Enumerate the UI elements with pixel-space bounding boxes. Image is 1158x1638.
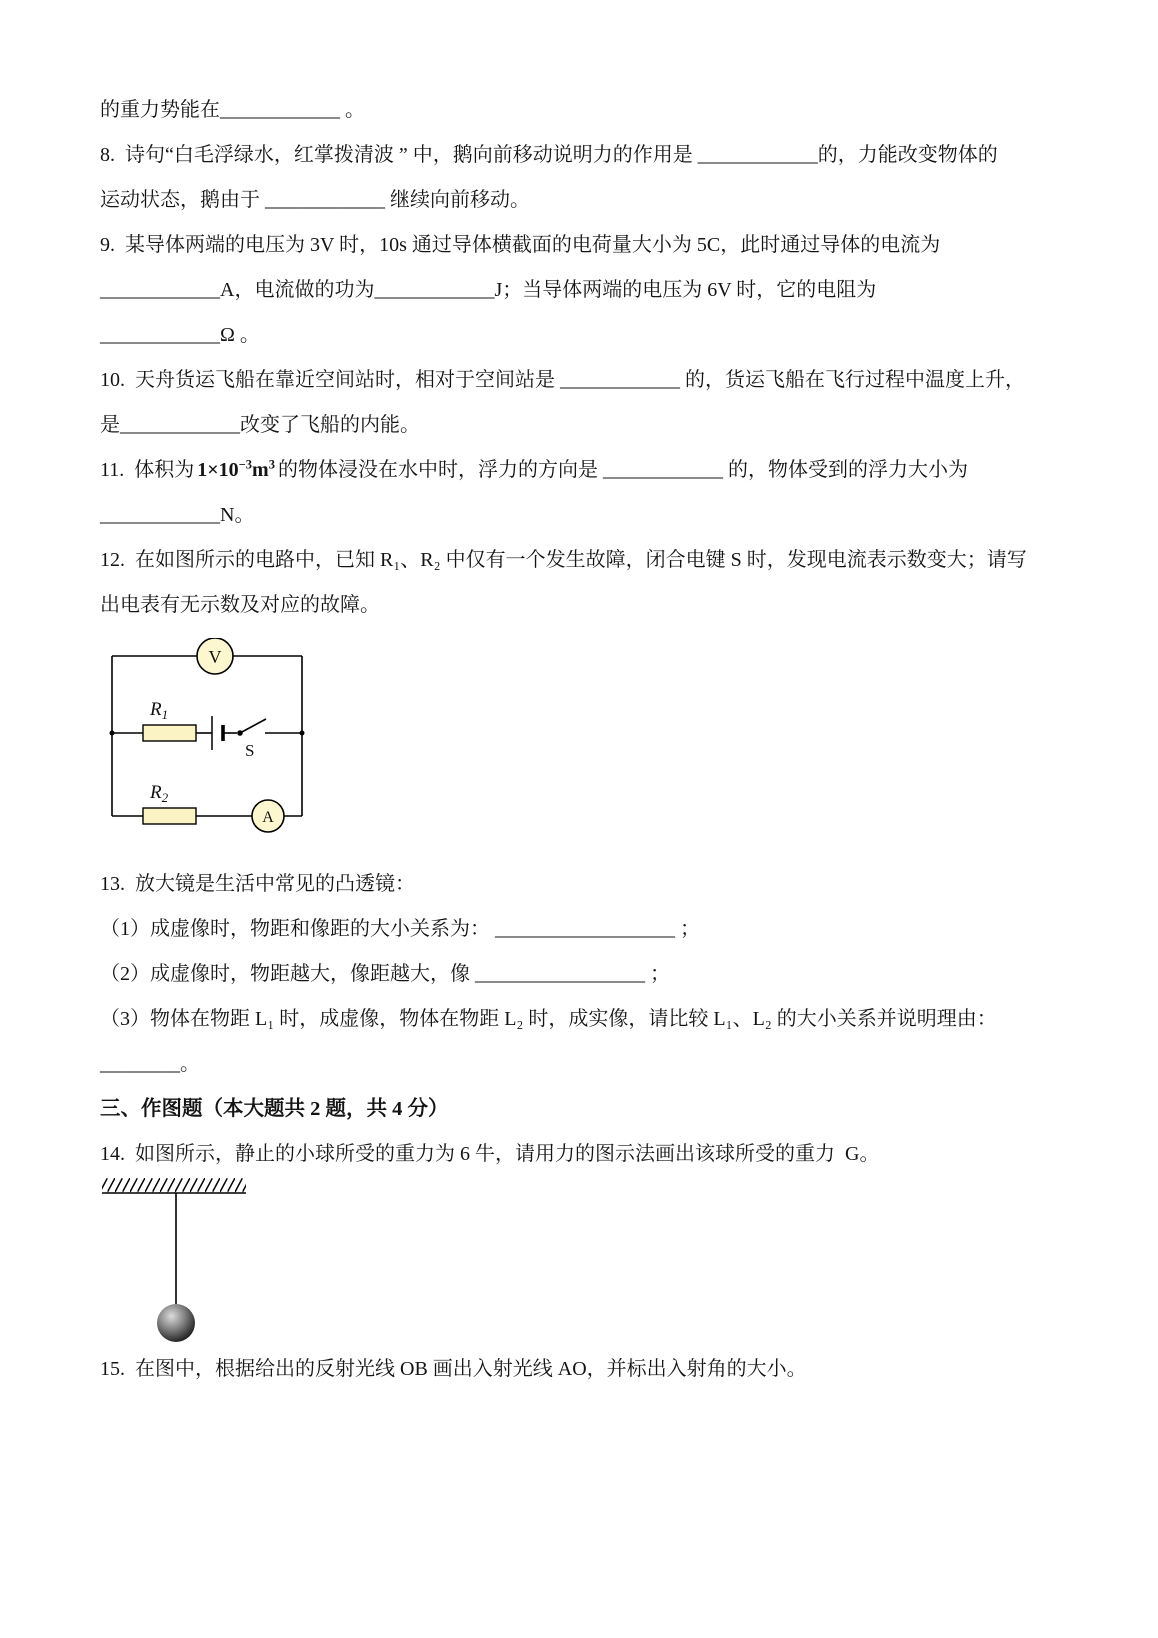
q10-line-2: 是____________改变了飞船的内能。	[100, 414, 420, 436]
formula-unit: m	[252, 459, 269, 481]
ammeter-label: A	[262, 809, 274, 826]
formula-unit-exponent: 3	[268, 457, 275, 472]
q13-sub3-line: （3）物体在物距 L₁ 时，成虚像，物体在物距 L₂ 时，成实像，请比较 L₁、L₂ 的大小关系并说明理由：	[100, 1008, 997, 1030]
pendulum-figure	[100, 1177, 1074, 1347]
question-14	[100, 1132, 1074, 1347]
q11-suffix: 的物体浸没在水中时，浮力的方向是 ____________ 的，物体受到的浮力大小为	[277, 459, 968, 481]
q11-prefix: 11. 体积为	[100, 459, 195, 481]
formula-base: 1×10	[197, 459, 239, 481]
battery-icon	[212, 716, 223, 750]
ball	[157, 1304, 195, 1342]
pendulum-diagram	[100, 1177, 264, 1347]
ceiling-hatch	[102, 1178, 246, 1193]
q9-line-1: 9. 某导体两端的电压为 3V 时，10s 通过导体横截面的电荷量大小为 5C，此时通过导体的电流为	[100, 234, 941, 256]
q13-sub2-line: （2）成虚像时，物距越大，像距越大，像 _________________ ；	[100, 963, 670, 985]
switch-label: S	[245, 741, 255, 760]
formula-exponent: −3	[238, 457, 253, 472]
question-9	[100, 223, 1074, 358]
junction-dot-right	[300, 731, 305, 736]
circuit-diagram	[104, 638, 336, 844]
q8-line-1: 8. 诗句“白毛浮绿水，红掌拨清波 ” 中，鹅向前移动说明力的作用是 ____________的，力能改变物体的	[100, 144, 998, 166]
q12-line-1: 12. 在如图所示的电路中，已知 R₁、R₂ 中仅有一个发生故障，闭合电键 S 时，发现电流表示数变大；请写	[100, 549, 1027, 571]
junction-dot-left	[110, 731, 115, 736]
q11-volume-formula	[197, 459, 275, 481]
resistor-r2-icon	[143, 808, 196, 824]
r1-label: $R_1$	[150, 699, 169, 722]
question-15	[100, 1347, 1074, 1392]
voltmeter-label: V	[208, 647, 222, 667]
q10-line-1: 10. 天舟货运飞船在靠近空间站时，相对于空间站是 ____________ 的，货运飞船在飞行过程中温度上升，	[100, 369, 1025, 391]
question-8	[100, 133, 1074, 223]
circuit-figure	[104, 638, 1074, 846]
q12-line-2: 出电表有无示数及对应的故障。	[100, 594, 380, 616]
q14-line: 14. 如图所示，静止的小球所受的重力为 6 牛，请用力的图示法画出该球所受的重力 G。	[100, 1143, 880, 1165]
q15-line: 15. 在图中，根据给出的反射光线 OB 画出入射光线 AO，并标出入射角的大小。	[100, 1358, 807, 1380]
question-13	[100, 862, 1074, 1087]
q13-sub3-tail-line: ________。	[100, 1053, 200, 1075]
q9-line-2: ____________A，电流做的功为____________J；当导体两端的电压为 6V 时，它的电阻为	[100, 279, 877, 301]
question-10	[100, 358, 1074, 448]
section-3-header: 三、作图题（本大题共 2 题，共 4 分）	[100, 1098, 449, 1120]
q9-line-3: ____________Ω 。	[100, 324, 260, 346]
r2-label: $R_2$	[150, 782, 169, 805]
q7-tail-line: 的重力势能在____________ 。	[100, 99, 365, 121]
question-12	[100, 538, 1074, 628]
q11-line-2: ____________N。	[100, 504, 255, 526]
question-11	[100, 448, 1074, 538]
switch-icon	[237, 719, 266, 736]
circuit-wires	[112, 656, 302, 816]
q13-sub1-line: （1）成虚像时，物距和像距的大小关系为： __________________ ；	[100, 918, 700, 940]
q8-line-2: 运动状态，鹅由于 ____________ 继续向前移动。	[100, 189, 530, 211]
q11-line-1	[100, 448, 1074, 493]
resistor-r1-icon	[143, 725, 196, 741]
q13-intro-line: 13. 放大镜是生活中常见的凸透镜：	[100, 873, 415, 895]
